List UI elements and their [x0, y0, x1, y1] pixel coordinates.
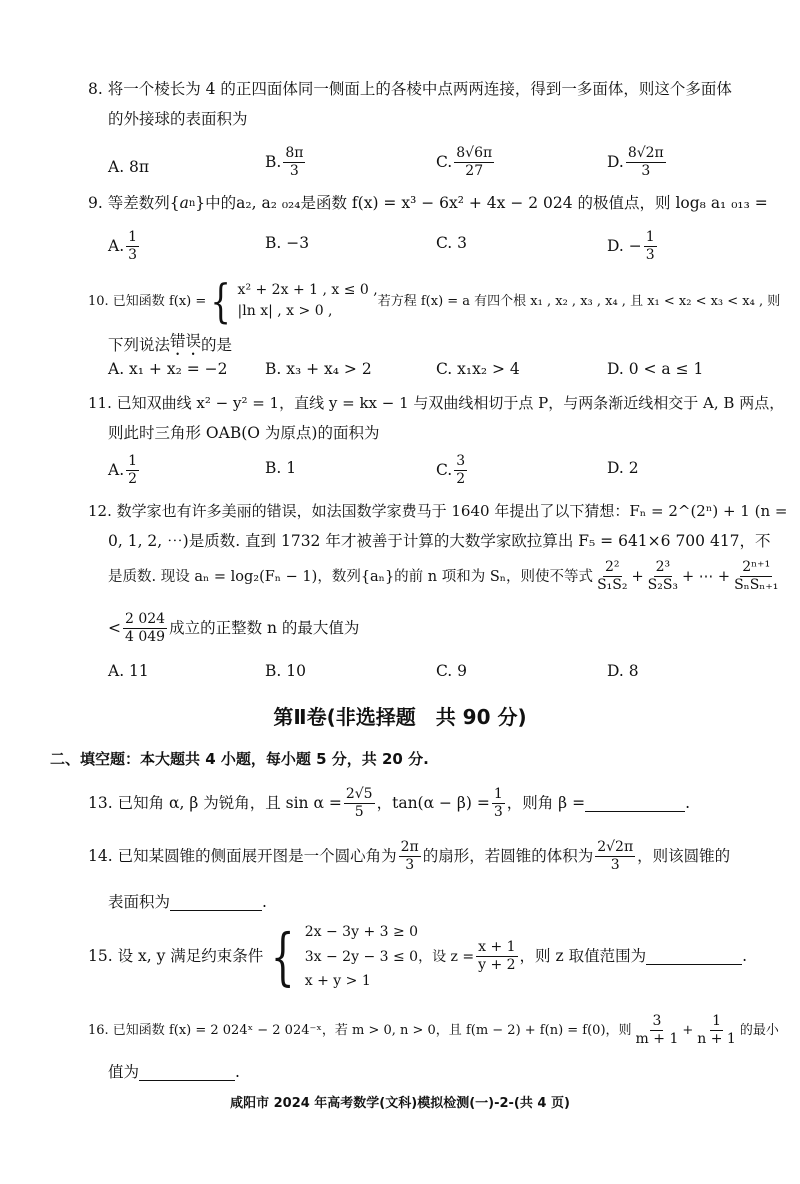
q8-c-fraction: $\frac{8√6\pi}{27}$	[456, 145, 493, 180]
q9-stem: 9. 等差数列{ a n }中的 a₂, a₂ ₀₂₄ 是函数 f(x) = x³ − 6x² + 4x − 2 024 的极值点，则 log₈ a₁ ₀₁₃ =	[88, 194, 768, 212]
q16-answer-blank[interactable]	[139, 1064, 235, 1081]
q16-stem: 16. 已知函数 f(x) = 2 024ˣ − 2 024⁻ˣ，若 m > 0, n > 0，且 f(m − 2) + f(n) = f(0)，则 $\frac{3}{m + 1}$ + $\frac{1}{n + 1}$ 的最小	[88, 1013, 779, 1048]
q13-sin-fraction: $\frac{2√5}{5}$	[345, 786, 373, 821]
q8-line2: 的外接球的表面积为	[108, 110, 248, 128]
q14-angle-fraction: $\frac{2\pi}{3}$	[400, 839, 419, 874]
q11-option-d: D. 2	[607, 459, 639, 477]
q12-term2-fraction: $\frac{\text{2³}}{\text{S₂S₃}}$	[647, 559, 679, 594]
q8-option-a: A. 8π	[108, 158, 150, 176]
q10-option-c: C. x₁x₂ > 4	[436, 360, 520, 378]
q10-option-d: D. 0 < a ≤ 1	[607, 360, 704, 378]
q11-option-c: C. $\frac{3}{2}$	[436, 453, 466, 488]
q8-option-d: D. $\frac{8√2\pi}{3}$	[607, 145, 664, 180]
q12-term1-fraction: $\frac{\text{2²}}{\text{S₁S₂}}$	[597, 559, 628, 594]
q9-d-fraction: $\frac{1}{3}$	[645, 229, 655, 264]
q12-option-c: C. 9	[436, 662, 468, 680]
q16-term1-fraction: $\frac{3}{m + 1}$	[635, 1013, 679, 1048]
q15-constraints: { 2x − 3y + 3 ≥ 0 3x − 2y − 3 ≤ 0，设 z = x + y > 1	[271, 919, 475, 993]
q16-line2: 值为 .	[108, 1062, 240, 1081]
q13-answer-blank[interactable]	[585, 796, 685, 813]
q11-option-a: A. $\frac{1}{2}$	[108, 453, 138, 488]
q8-line1: 8. 将一个棱长为 4 的正四面体同一侧面上的各棱中点两两连接，得到一多面体，则这个多面体	[88, 80, 732, 98]
q10-line2: 下列说法 错误 的是	[108, 332, 233, 354]
q11-line1: 11. 已知双曲线 x² − y² = 1，直线 y = kx − 1 与双曲线相切于点 P，与两条渐近线相交于 A, B 两点，	[88, 394, 785, 412]
q12-line3: 是质数. 现设 aₙ = log₂(Fₙ − 1)，数列{aₙ}的前 n 项和为 Sₙ，则使不等式 $\frac{\text{2²}}{\text{S₁S₂}}$ + $\frac{\text{2³}}{\text{S₂S₃}}$ + ⋯ + $\frac{\text{2ⁿ⁺¹}}{\text{SₙSₙ₊₁}}$	[108, 559, 779, 594]
q15-z-fraction: $\frac{x + 1}{y + 2}$	[478, 938, 516, 974]
q15-stem: 15. 设 x, y 满足约束条件 { 2x − 3y + 3 ≥ 0 3x − 2y − 3 ≤ 0，设 z = x + y > 1 $\frac{x + 1}{y + 2}$ ，则 z 取值范围为 .	[88, 919, 748, 993]
q10-option-b: B. x₃ + x₄ > 2	[265, 360, 372, 378]
q11-line2: 则此时三角形 OAB(O 为原点)的面积为	[108, 424, 380, 442]
q12-line1: 12. 数学家也有许多美丽的错误，如法国数学家费马于 1640 年提出了以下猜想：Fₙ = 2^(2ⁿ) + 1 (n =	[88, 502, 788, 520]
q12-option-d: D. 8	[607, 662, 639, 680]
q11-a-fraction: $\frac{1}{2}$	[128, 453, 138, 488]
q12-option-b: B. 10	[265, 662, 306, 680]
q8-b-fraction: $\frac{8\pi}{3}$	[285, 145, 304, 180]
q12-bound-fraction: $\frac{2 024}{4 049}$	[125, 611, 166, 646]
q10-piecewise: { x² + 2x + 1 , x ≤ 0 , |ln x| , x > 0 ,	[210, 274, 378, 328]
section2-heading: 二、填空题：本大题共 4 小题，每小题 5 分，共 20 分.	[50, 750, 429, 768]
q9-option-c: C. 3	[436, 234, 468, 252]
q8-option-b: B. $\frac{8\pi}{3}$	[265, 145, 304, 180]
q12-option-a: A. 11	[108, 662, 149, 680]
q15-answer-blank[interactable]	[646, 949, 742, 966]
q10-stem: 10. 已知函数 f(x) = { x² + 2x + 1 , x ≤ 0 , |ln x| , x > 0 , 若方程 f(x) = a 有四个根 x₁ , x₂ , x₃ , x₄ , 且 x₁ < x₂ < x₃ < x₄ , 则	[88, 274, 781, 328]
q11-c-fraction: $\frac{3}{2}$	[456, 453, 466, 488]
q8-option-c: C. $\frac{8√6\pi}{27}$	[436, 145, 493, 180]
q14-line2: 表面积为 .	[108, 892, 267, 911]
q11-option-b: B. 1	[265, 459, 297, 477]
part2-heading: 第Ⅱ卷(非选择题 共 90 分)	[273, 705, 527, 729]
q14-volume-fraction: $\frac{2√2\pi}{3}$	[597, 839, 634, 874]
q9-option-a: A. $\frac{1}{3}$	[108, 229, 138, 264]
q12-line4: < $\frac{2 024}{4 049}$ 成立的正整数 n 的最大值为	[108, 611, 360, 646]
page-footer: 咸阳市 2024 年高考数学(文科)模拟检测(一)-2-(共 4 页)	[230, 1096, 570, 1111]
q14-answer-blank[interactable]	[170, 894, 262, 911]
q12-line2: 0, 1, 2, ⋯)是质数. 直到 1732 年才被善于计算的大数学家欧拉算出 F₅ = 641×6 700 417，不	[108, 532, 771, 550]
q10-option-a: A. x₁ + x₂ = −2	[108, 360, 228, 378]
q13-stem: 13. 已知角 α, β 为锐角，且 sin α = $\frac{2√5}{5}$ ，tan(α − β) = $\frac{1}{3}$ ，则角 β = .	[88, 786, 690, 821]
q8-d-fraction: $\frac{8√2\pi}{3}$	[627, 145, 664, 180]
q9-option-b: B. −3	[265, 234, 310, 252]
q12-termn-fraction: $\frac{\text{2ⁿ⁺¹}}{\text{SₙSₙ₊₁}}$	[734, 559, 779, 594]
q14-stem: 14. 已知某圆锥的侧面展开图是一个圆心角为 $\frac{2\pi}{3}$ 的扇形，若圆锥的体积为 $\frac{2√2\pi}{3}$ ，则该圆锥的	[88, 839, 731, 874]
q9-option-d: D. − $\frac{1}{3}$	[607, 229, 655, 264]
q13-tan-fraction: $\frac{1}{3}$	[493, 786, 503, 821]
q16-term2-fraction: $\frac{1}{n + 1}$	[697, 1013, 736, 1048]
q9-a-fraction: $\frac{1}{3}$	[128, 229, 138, 264]
